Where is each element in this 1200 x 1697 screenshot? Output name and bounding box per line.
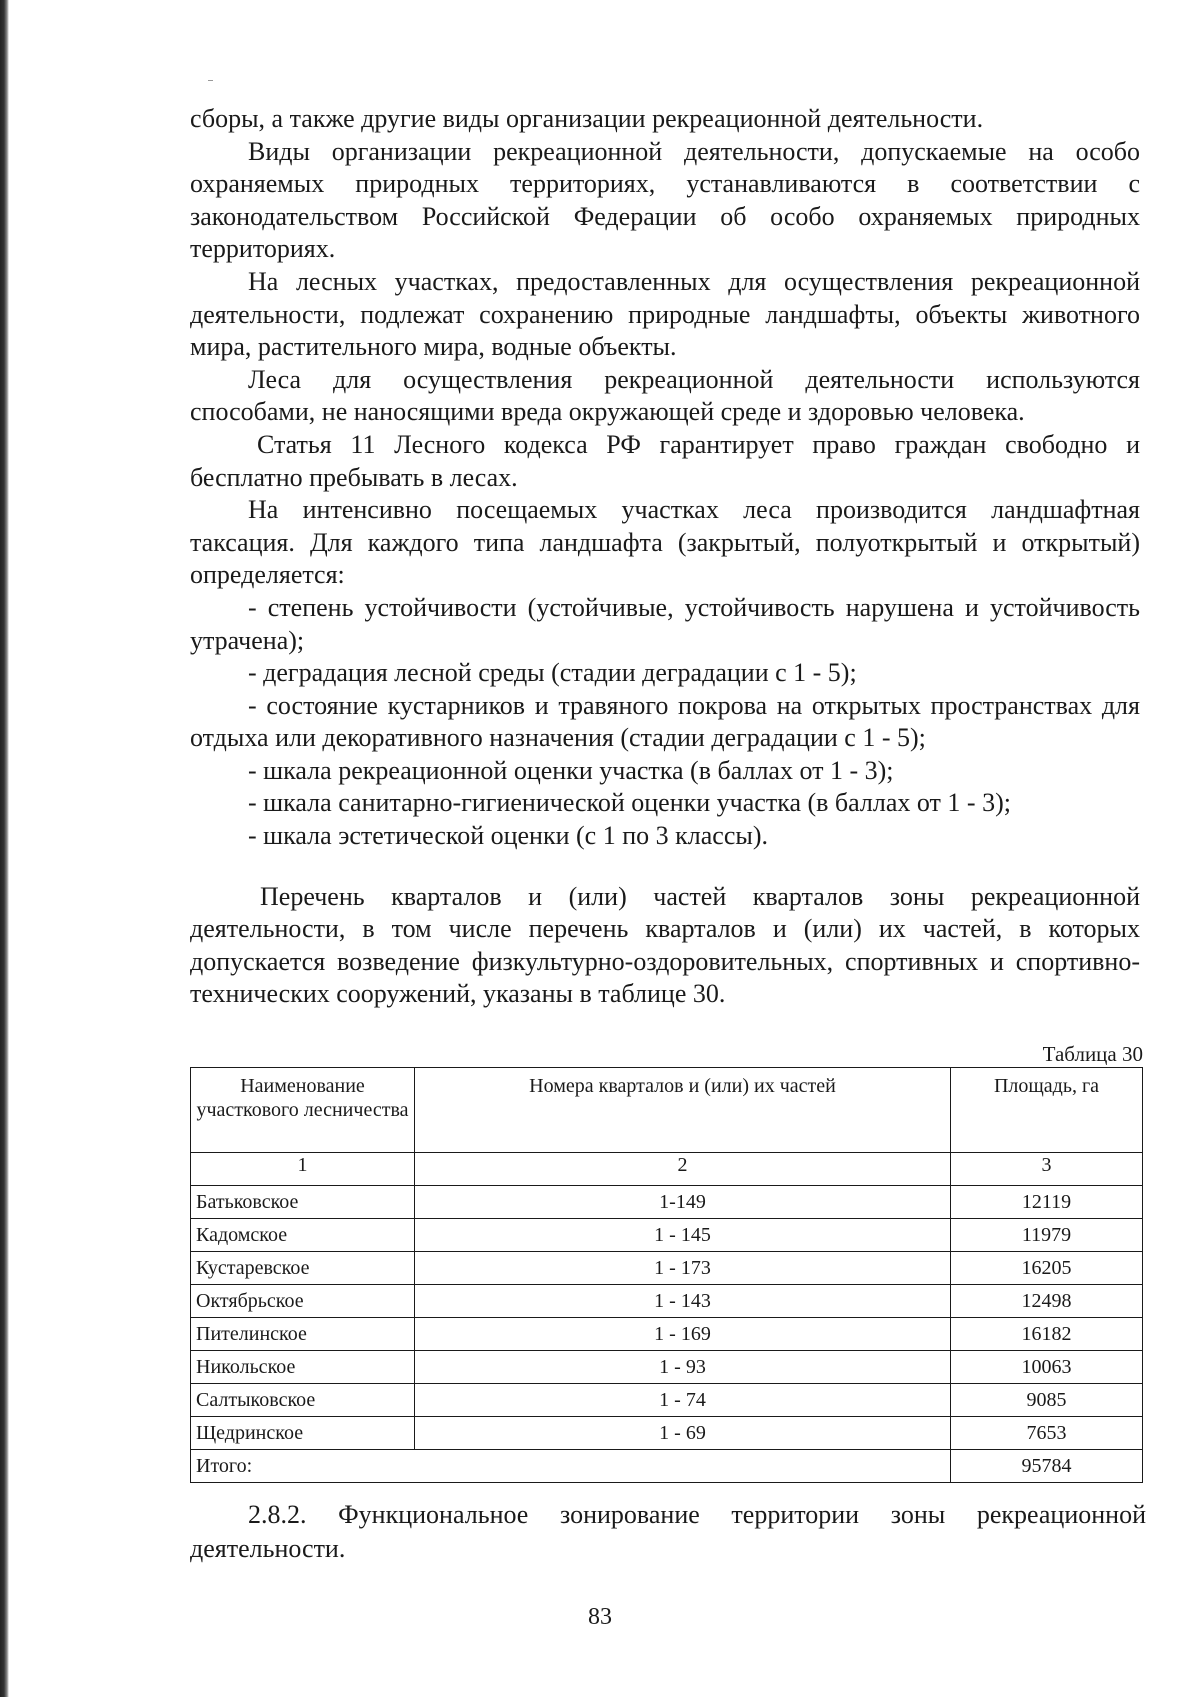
table-row (191, 1252, 1143, 1285)
quarters: 1 - 93 (415, 1351, 951, 1384)
body-text (190, 103, 1140, 1011)
col-number-1: 1 (191, 1153, 415, 1186)
table-row (191, 1384, 1143, 1417)
quarters: 1 - 169 (415, 1318, 951, 1351)
forestry-name: Щедринское (191, 1417, 415, 1450)
quarters: 1 - 173 (415, 1252, 951, 1285)
quarters: 1 - 74 (415, 1384, 951, 1417)
table-caption: Таблица 30 (1042, 1042, 1143, 1066)
area: 12498 (951, 1285, 1143, 1318)
list-item-shrubs: - состояние кустарников и травяного покрова на открытых пространствах для отдыха или декоративного назначения (стадии деградации с 1 - 5); (190, 690, 1140, 753)
list-item-sanitary-scale: - шкала санитарно-гигиенической оценки участка (в баллах от 1 - 3); (248, 788, 1011, 818)
total-label: Итого: (191, 1450, 951, 1483)
scan-speck (208, 80, 213, 81)
forestry-name: Батьковское (191, 1186, 415, 1219)
scan-edge (0, 0, 9, 1697)
quarters: 1 - 143 (415, 1285, 951, 1318)
list-item-stability: - степень устойчивости (устойчивые, устойчивость нарушена и устойчивость утрачена); (190, 592, 1140, 655)
paragraph-4: Леса для осуществления рекреационной деятельности используются способами, не наносящими вреда окружающей среде и здоровью человека. (190, 364, 1140, 427)
paragraph-table-intro: Перечень кварталов и (или) частей кварталов зоны рекреационной деятельности, в том числе перечень кварталов и (или) их частей, в которых допускается возведение физкультурно-оздоровительных, спортивных и спортивно-технических сооружений, указаны в таблице 30. (190, 881, 1140, 1009)
table-row (191, 1219, 1143, 1252)
quarters: 1-149 (415, 1186, 951, 1219)
area: 11979 (951, 1219, 1143, 1252)
forestry-name: Никольское (191, 1351, 415, 1384)
area: 9085 (951, 1384, 1143, 1417)
area: 12119 (951, 1186, 1143, 1219)
header-forestry-name: Наименование участкового лесничества (191, 1068, 415, 1153)
table-row (191, 1417, 1143, 1450)
table-header-row (191, 1068, 1143, 1153)
list-item-recreation-scale: - шкала рекреационной оценки участка (в баллах от 1 - 3); (248, 755, 894, 785)
table-row (191, 1285, 1143, 1318)
table-column-numbers (191, 1153, 1143, 1186)
col-number-2: 2 (415, 1153, 951, 1186)
area: 16205 (951, 1252, 1143, 1285)
area: 16182 (951, 1318, 1143, 1351)
paragraph-5: Статья 11 Лесного кодекса РФ гарантирует право граждан свободно и бесплатно пребывать в лесах. (190, 429, 1140, 492)
page-number: 83 (588, 1604, 612, 1630)
total-area: 95784 (951, 1450, 1143, 1483)
header-quarters: Номера кварталов и (или) их частей (415, 1068, 951, 1153)
forestry-name: Октябрьское (191, 1285, 415, 1318)
quarters: 1 - 69 (415, 1417, 951, 1450)
section-heading-text: 2.8.2. Функциональное зонирование территории зоны рекреационной деятельности. (190, 1500, 1146, 1563)
paragraph-2: Виды организации рекреационной деятельности, допускаемые на особо охраняемых природных территориях, устанавливаются в соответствии с законодательством Российской Федерации об особо охраняемых природных территориях. (190, 136, 1140, 264)
table-total-row (191, 1450, 1143, 1483)
forestry-table (190, 1067, 1143, 1483)
forestry-name: Салтыковское (191, 1384, 415, 1417)
paragraph-1: сборы, а также другие виды организации рекреационной деятельности. (190, 104, 984, 133)
table-row (191, 1351, 1143, 1384)
list-item-degradation: - деградация лесной среды (стадии деградации с 1 - 5); (248, 658, 857, 688)
table-row (191, 1186, 1143, 1219)
list-item-aesthetic-scale: - шкала эстетической оценки (с 1 по 3 классы). (248, 821, 768, 851)
header-area: Площадь, га (951, 1068, 1143, 1153)
forestry-name: Кадомское (191, 1219, 415, 1252)
paragraph-6: На интенсивно посещаемых участках леса производится ландшафтная таксация. Для каждого типа ландшафта (закрытый, полуоткрытый и открытый) определяется: (190, 495, 1140, 590)
section-heading (190, 1498, 1146, 1566)
col-number-3: 3 (951, 1153, 1143, 1186)
forestry-name: Кустаревское (191, 1252, 415, 1285)
forestry-name: Пителинское (191, 1318, 415, 1351)
paragraph-3: На лесных участках, предоставленных для осуществления рекреационной деятельности, подлежат сохранению природные ландшафты, объекты животного мира, растительного мира, водные объекты. (190, 266, 1140, 362)
area: 7653 (951, 1417, 1143, 1450)
quarters: 1 - 145 (415, 1219, 951, 1252)
area: 10063 (951, 1351, 1143, 1384)
table-row (191, 1318, 1143, 1351)
